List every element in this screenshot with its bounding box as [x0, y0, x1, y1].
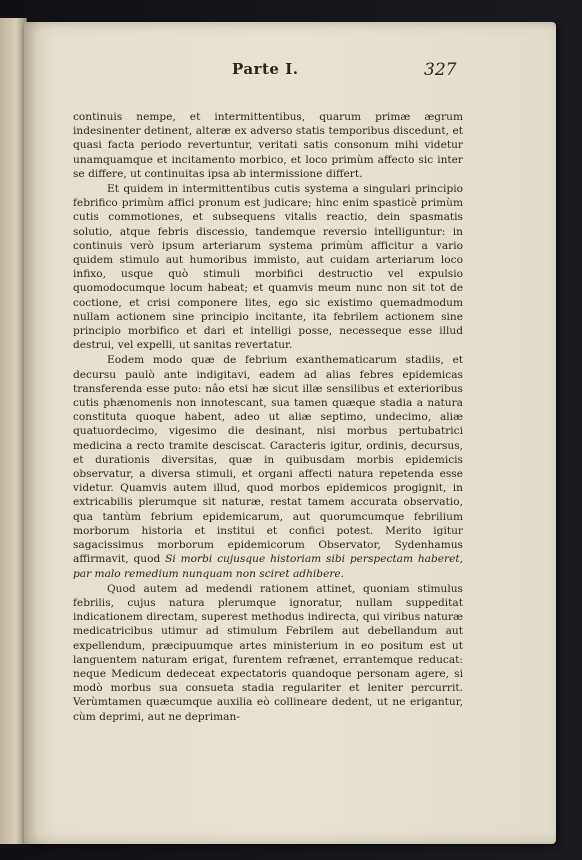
paragraph-text: Eodem modo quæ de febrium exanthematicarum stadiis, et decursu paulò ante indigitavi, eadem ad alias febres epidemicas transferenda esse puto: nâo etsi hæ sicut illæ sensilibus et exterioribus cutis phænomenis non innotescant, sua tamen quæque stadia a natura constituta quoque habent, adeo ut aliæ septimo, undecimo, aliæ quatuordecimo, vigesimo die desinant, nisi morbus pertubatrici medicina a recto tramite desciscat. Caracteris igitur, ordinis, decursus, et durationis diversitas, quæ in quibusdam morbis epidemicis observatur, a diversa stimuli, et organi affecti natura repetenda esse videtur. Quamvis autem illud, quod morbos epidemicos progignit, in extricabilis plerumque sit naturæ, restat tamem accurata observatio, qua tantùm febrium epidemicarum, aut quorumcumque febrilium morborum historia et institui et confici potest. Merito igitur sagacissimus morborum epidemicorum Observator, Sydenhamus affirmavit, quod [73, 354, 463, 566]
left-page-edge [0, 18, 27, 844]
paragraph-text: Et quidem in intermittentibus cutis systema a singulari principio febrifico primùm affici pronum est judicare; hinc enim spasticè primùm cutis commotiones, et subsequens vitalis reactio, dein spasmatis solutio, atque febris discessio, tandemque reversio intelliguntur: in continuis verò ipsum arteriarum systema primùm afficitur a vario quidem stimulo aut humoribus immisto, aut cuidam arteriarum loco infixo, usque quò stimuli morbifici destructio vel expulsio quomodocumque locum habeat; et quamvis meum nunc non sit tot de coctione, et crisi componere lites, ego sic existimo quemadmodum nullam actionem sine principio incitante, ita febrilem actionem sine principio morbifico et dari et intelligi posse, necesseque esse illud destrui, vel expelli, ut sanitas revertatur. [73, 183, 463, 352]
paragraph-text: continuis nempe, et intermittentibus, quarum primæ ægrum indesinenter detinent, alteræ ex adverso statis temporibus discedunt, et quasi facta periodo revertuntur, veritati satis consonum mihi videtur unamquamque et incitamento morbico, et loco primùm affecto sic inter se differe, ut continuitas ipsa ab intermissione differt. [73, 111, 463, 180]
body-text [73, 110, 463, 724]
sydenham-quote: Si morbi cujusque historiam sibi perspectam haberet, par malo remedium nunquam non sciret adhibere. [73, 553, 463, 580]
running-head: Parte I. [232, 60, 299, 78]
paragraph [73, 353, 463, 580]
paragraph [73, 582, 463, 724]
page-number: 327 [424, 60, 457, 80]
paragraph [73, 110, 463, 181]
paragraph [73, 182, 463, 352]
paragraph-text: Quod autem ad medendi rationem attinet, quoniam stimulus febrilis, cujus natura plerumque ignoratur, nullam suppeditat indicationem directam, superest methodus indirecta, qui viribus naturæ medicatricibus utimur ad stimulum Febrilem aut debellandum aut expellendum, præcipuumque artes ministerium in eo positum est ut languentem naturam erigat, furentem refrænet, errantemque reducat: neque Medicum dedeceat expectatoris quandoque personam agere, si modò morbus sua consueta stadia regulariter et leniter percurrit. Verùmtamen quæcumque auxilia eò collineare dedent, ut ne erigantur, cùm deprimi, aut ne depriman- [73, 582, 463, 723]
page-header [210, 60, 460, 90]
